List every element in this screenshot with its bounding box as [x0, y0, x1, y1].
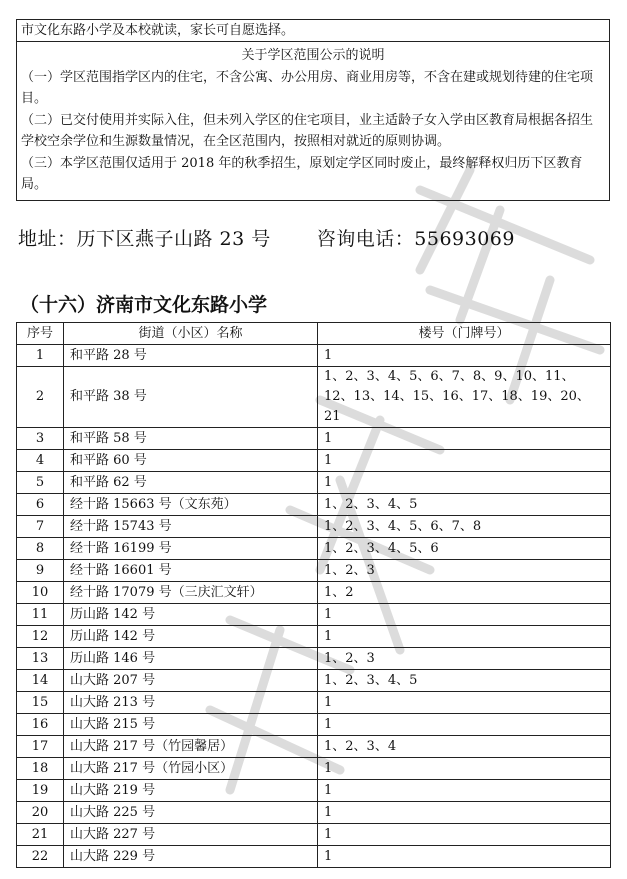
- row-street: 山大路 213 号: [64, 692, 318, 714]
- row-number: 10: [17, 582, 64, 604]
- district-table: [16, 322, 611, 868]
- address-text: 地址：历下区燕子山路 23 号: [18, 228, 271, 250]
- table-row: [17, 736, 611, 758]
- row-buildings: 1: [318, 626, 611, 648]
- row-street: 和平路 28 号: [64, 345, 318, 367]
- table-row: [17, 692, 611, 714]
- row-buildings: 1、2、3、4、5、6、7、8、9、10、11、12、13、14、15、16、17、18、19、20、21: [318, 367, 611, 428]
- row-number: 22: [17, 846, 64, 868]
- row-street: 山大路 229 号: [64, 846, 318, 868]
- row-number: 1: [17, 345, 64, 367]
- row-buildings: 1、2、3、4、5: [318, 494, 611, 516]
- row-number: 16: [17, 714, 64, 736]
- notice-item-2: （二）已交付使用并实际入住，但未列入学区的住宅项目，业主适龄子女入学由区教育局根据各招生学校空余学位和生源数量情况，在全区范围内，按照相对就近的原则协调。: [21, 112, 594, 149]
- row-street: 山大路 207 号: [64, 670, 318, 692]
- phone-text: 咨询电话：55693069: [316, 228, 515, 250]
- table-row: [17, 450, 611, 472]
- row-number: 9: [17, 560, 64, 582]
- row-street: 和平路 62 号: [64, 472, 318, 494]
- row-buildings: 1: [318, 692, 611, 714]
- row-number: 7: [17, 516, 64, 538]
- row-number: 6: [17, 494, 64, 516]
- row-number: 18: [17, 758, 64, 780]
- notice-box: [16, 19, 610, 201]
- table-row: [17, 472, 611, 494]
- row-buildings: 1、2、3、4、5: [318, 670, 611, 692]
- header-buildings: 楼号（门牌号）: [318, 323, 611, 345]
- row-street: 山大路 227 号: [64, 824, 318, 846]
- row-street: 山大路 219 号: [64, 780, 318, 802]
- row-buildings: 1: [318, 428, 611, 450]
- row-street: 和平路 58 号: [64, 428, 318, 450]
- table-row: [17, 345, 611, 367]
- table-row: [17, 758, 611, 780]
- header-number: 序号: [17, 323, 64, 345]
- notice-item-1: （一）学区范围指学区内的住宅，不含公寓、办公用房、商业用房等，不含在建或规划待建的住宅项目。: [21, 69, 594, 106]
- row-buildings: 1: [318, 472, 611, 494]
- row-number: 14: [17, 670, 64, 692]
- row-buildings: 1、2、3、4、5、6、7、8: [318, 516, 611, 538]
- table-row: [17, 802, 611, 824]
- row-street: 和平路 38 号: [64, 367, 318, 428]
- table-row: [17, 560, 611, 582]
- row-buildings: 1、2: [318, 582, 611, 604]
- table-row: [17, 604, 611, 626]
- table-row: [17, 516, 611, 538]
- row-number: 3: [17, 428, 64, 450]
- row-buildings: 1、2、3: [318, 560, 611, 582]
- row-buildings: 1: [318, 824, 611, 846]
- row-number: 17: [17, 736, 64, 758]
- row-number: 20: [17, 802, 64, 824]
- row-buildings: 1、2、3、4: [318, 736, 611, 758]
- row-street: 经十路 16199 号: [64, 538, 318, 560]
- table-row: [17, 780, 611, 802]
- row-buildings: 1: [318, 604, 611, 626]
- row-street: 历山路 146 号: [64, 648, 318, 670]
- table-row: [17, 824, 611, 846]
- table-row: [17, 714, 611, 736]
- row-buildings: 1、2、3: [318, 648, 611, 670]
- row-buildings: 1: [318, 345, 611, 367]
- row-number: 2: [17, 367, 64, 428]
- row-buildings: 1: [318, 780, 611, 802]
- notice-top-line: 市文化东路小学及本校就读，家长可自愿选择。: [17, 20, 609, 42]
- notice-notes: [17, 42, 609, 200]
- row-street: 经十路 17079 号（三庆汇文轩）: [64, 582, 318, 604]
- contact-line: [18, 224, 515, 251]
- row-street: 经十路 16601 号: [64, 560, 318, 582]
- row-number: 12: [17, 626, 64, 648]
- table-row: [17, 538, 611, 560]
- table-row: [17, 428, 611, 450]
- row-street: 山大路 217 号（竹园小区）: [64, 758, 318, 780]
- section-title: （十六）济南市文化东路小学: [20, 294, 268, 316]
- row-buildings: 1: [318, 846, 611, 868]
- row-number: 19: [17, 780, 64, 802]
- header-street: 街道（小区）名称: [64, 323, 318, 345]
- row-street: 历山路 142 号: [64, 604, 318, 626]
- table-row: [17, 626, 611, 648]
- row-street: 经十路 15743 号: [64, 516, 318, 538]
- row-number: 15: [17, 692, 64, 714]
- row-number: 4: [17, 450, 64, 472]
- row-buildings: 1、2、3、4、5、6: [318, 538, 611, 560]
- row-number: 5: [17, 472, 64, 494]
- table-row: [17, 494, 611, 516]
- row-street: 历山路 142 号: [64, 626, 318, 648]
- table-header-row: [17, 323, 611, 345]
- table-row: [17, 670, 611, 692]
- table-row: [17, 582, 611, 604]
- notice-title: 关于学区范围公示的说明: [241, 48, 385, 63]
- row-street: 和平路 60 号: [64, 450, 318, 472]
- row-number: 21: [17, 824, 64, 846]
- row-buildings: 1: [318, 450, 611, 472]
- row-street: 山大路 225 号: [64, 802, 318, 824]
- table-row: [17, 648, 611, 670]
- row-buildings: 1: [318, 802, 611, 824]
- row-street: 山大路 215 号: [64, 714, 318, 736]
- row-buildings: 1: [318, 714, 611, 736]
- notice-item-3: （三）本学区范围仅适用于 2018 年的秋季招生，原划定学区同时废止，最终解释权归历下区教育局。: [21, 155, 583, 192]
- table-row: [17, 846, 611, 868]
- table-row: [17, 367, 611, 428]
- row-number: 8: [17, 538, 64, 560]
- row-street: 山大路 217 号（竹园馨居）: [64, 736, 318, 758]
- row-number: 13: [17, 648, 64, 670]
- row-street: 经十路 15663 号（文东苑）: [64, 494, 318, 516]
- row-buildings: 1: [318, 758, 611, 780]
- row-number: 11: [17, 604, 64, 626]
